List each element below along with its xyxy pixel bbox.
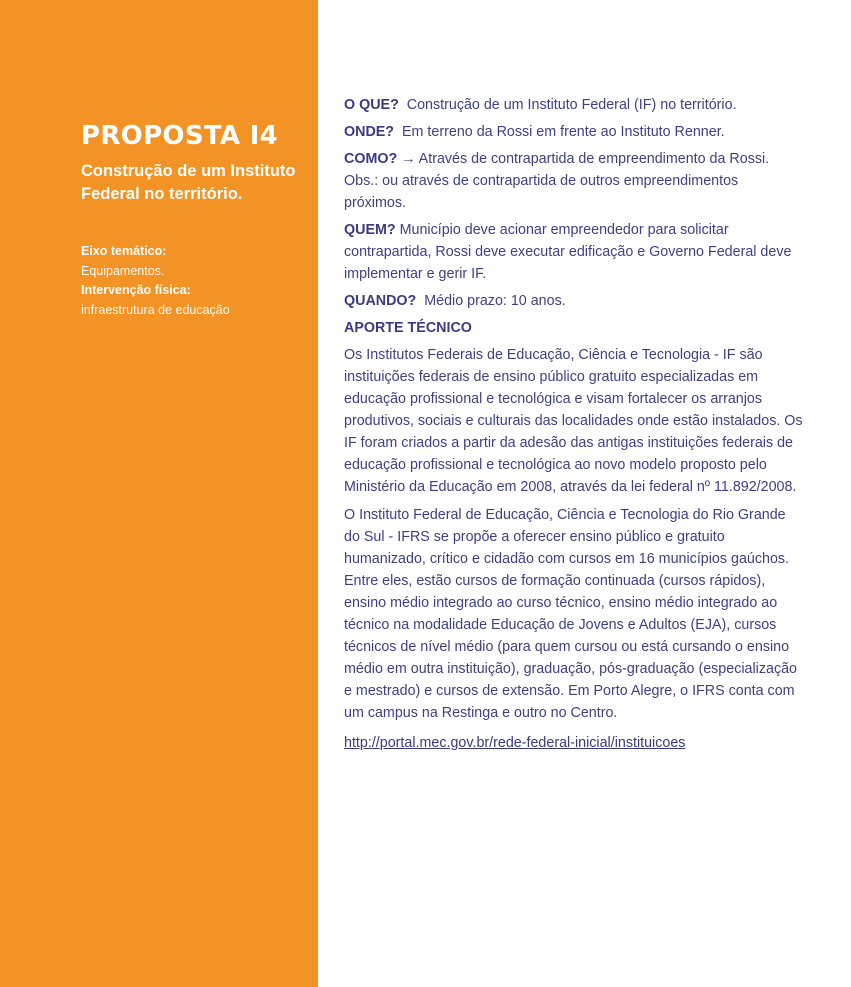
how-label: COMO? bbox=[344, 151, 398, 167]
theme-label: Eixo temático: bbox=[81, 244, 167, 258]
proposal-title: PROPOSTA I4 bbox=[81, 121, 279, 151]
what-label: O QUE? bbox=[344, 97, 399, 113]
who-label: QUEM? bbox=[344, 222, 396, 238]
intervention-value: infraestrutura de educação bbox=[81, 302, 230, 317]
what-entry bbox=[344, 94, 804, 116]
proposal-meta bbox=[81, 242, 311, 320]
support-paragraph-2: O Instituto Federal de Educação, Ciência e Tecnologia do Rio Grande do Sul - IFRS se propõe a oferecer ensino público e gratuito humanizado, crítico e cidadão com cursos em 16 municípios gaúchos. Entre eles, estão cursos de formação continuada (cursos rápidos), ensino médio integrado ao curso técnico, ensino médio integrado ao técnico na modalidade Educação de Jovens e Adultos (EJA), cursos técnicos de nível médio (para quem cursou ou está cursando o ensino médio em outra instituição), graduação, pós-graduação (especialização e mestrado) e cursos de extensão. Em Porto Alegre, o IFRS conta com um campus na Restinga e outro no Centro. bbox=[344, 507, 797, 721]
when-entry bbox=[344, 290, 804, 312]
support-heading: APORTE TÉCNICO bbox=[344, 320, 472, 336]
what-text: Construção de um Instituto Federal (IF) no território. bbox=[406, 97, 737, 113]
when-label: QUANDO? bbox=[344, 293, 417, 309]
sidebar-panel bbox=[0, 0, 318, 987]
where-label: ONDE? bbox=[344, 124, 395, 140]
reference-link[interactable]: http://portal.mec.gov.br/rede-federal-inicial/instituicoes bbox=[344, 735, 686, 751]
when-text: Médio prazo: 10 anos. bbox=[424, 293, 566, 309]
where-entry bbox=[344, 121, 804, 143]
who-entry bbox=[344, 219, 804, 285]
where-text: Em terreno da Rossi em frente ao Instituto Renner. bbox=[402, 124, 725, 140]
who-text: Município deve acionar empreendedor para solicitar contrapartida, Rossi deve executar edificação e Governo Federal deve implementar e gerir IF. bbox=[344, 222, 792, 282]
support-paragraph-1: Os Institutos Federais de Educação, Ciência e Tecnologia - IF são instituições federais de ensino público gratuito especializadas em educação profissional e tecnológica e visam fortalecer os arranjos produtivos, sociais e culturais das localidades onde estão instalados. Os IF foram criados a partir da adesão das antigas instituições federais de educação profissional e tecnológica ao novo modelo proposto pelo Ministério da Educação em 2008, através da lei federal nº 11.892/2008. bbox=[344, 347, 803, 495]
how-text: → Através de contrapartida de empreendimento da Rossi. Obs.: ou através de contrapartida de outros empreendimentos próximos. bbox=[344, 151, 770, 211]
theme-value: Equipamentos. bbox=[81, 263, 165, 278]
intervention-label: Intervenção física: bbox=[81, 283, 191, 297]
proposal-subtitle: Construção de um Instituto Federal no território. bbox=[81, 162, 296, 203]
main-content bbox=[344, 94, 804, 754]
how-entry bbox=[344, 148, 804, 214]
